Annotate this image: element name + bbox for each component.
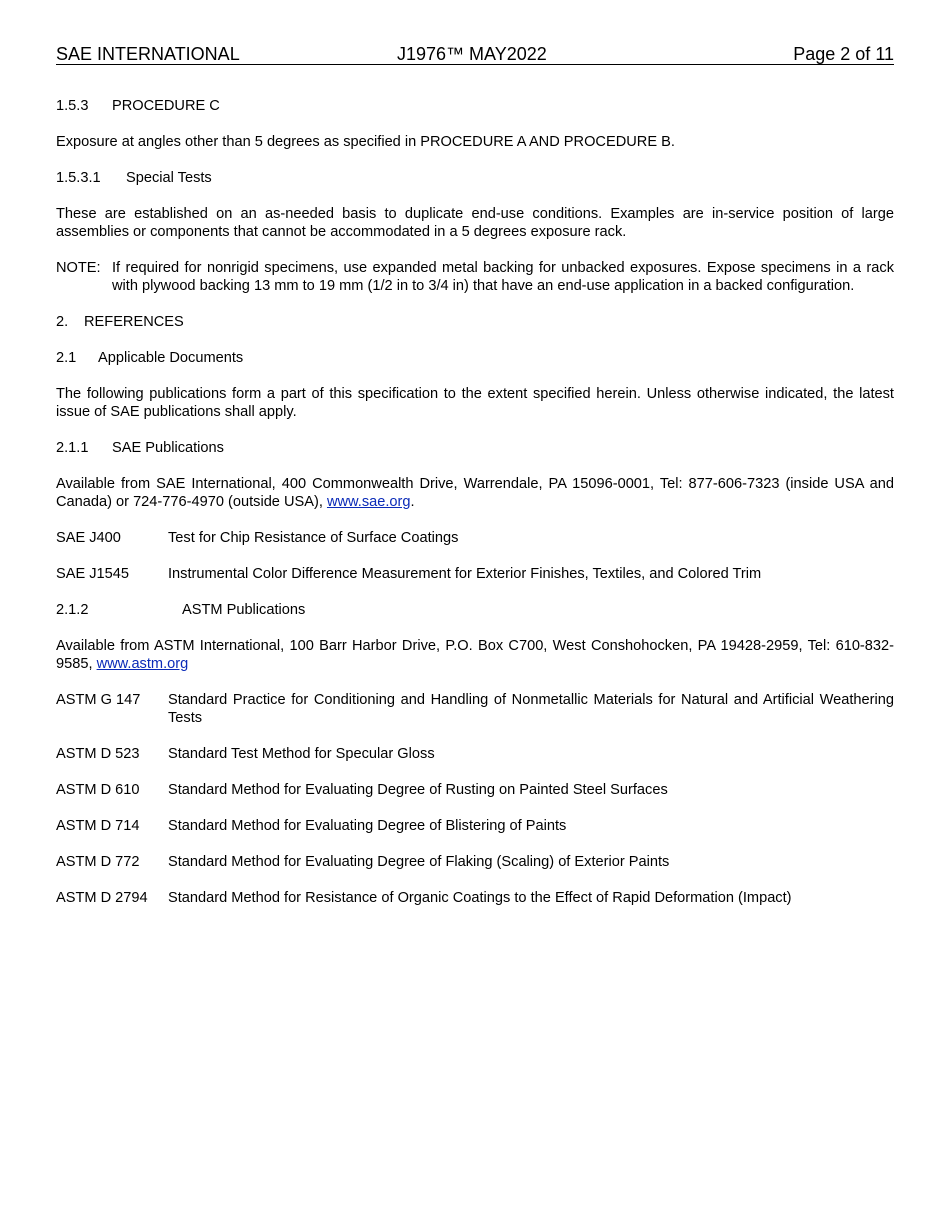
reference-code: ASTM D 610 (56, 782, 140, 798)
section-heading-2-1 (56, 349, 894, 367)
section-number: 2.1.1 (56, 440, 89, 456)
section-title: REFERENCES (84, 314, 184, 330)
section-heading-2-1-1 (56, 439, 894, 457)
section-heading-2-1-2 (56, 601, 894, 619)
section-title: Special Tests (126, 170, 212, 186)
reference-entry (56, 565, 894, 583)
reference-code: SAE J1545 (56, 566, 130, 582)
section-title: PROCEDURE C (112, 98, 220, 114)
reference-title: Standard Method for Resistance of Organic Coatings to the Effect of Rapid Deformation (Impact) (168, 890, 792, 906)
paragraph: The following publications form a part of this specification to the extent specified herein. Unless otherwise indicated, the latest issue of SAE publications shall apply. (56, 386, 894, 420)
header-organization: SAE INTERNATIONAL (56, 44, 240, 64)
header-page-number: Page 2 of 11 (793, 44, 894, 64)
reference-code: ASTM G 147 (56, 692, 141, 708)
reference-code: ASTM D 523 (56, 746, 140, 762)
paragraph: Exposure at angles other than 5 degrees as specified in PROCEDURE A AND PROCEDURE B. (56, 134, 675, 150)
reference-title: Standard Method for Evaluating Degree of Blistering of Paints (168, 818, 567, 834)
section-title: ASTM Publications (182, 602, 306, 618)
reference-entry (56, 889, 894, 907)
reference-title: Test for Chip Resistance of Surface Coatings (168, 530, 459, 546)
section-title: SAE Publications (112, 440, 224, 456)
reference-entry (56, 781, 894, 799)
section-number: 1.5.3 (56, 98, 89, 114)
paragraph: These are established on an as-needed basis to duplicate end-use conditions. Examples are in-service position of large assemblies or components that cannot be accommodated in a 5 degrees exposure rack. (56, 206, 894, 240)
section-number: 1.5.3.1 (56, 170, 101, 186)
paragraph-text: Available from ASTM International, 100 Barr Harbor Drive, P.O. Box C700, West Conshohocken, PA 19428-2959, Tel: 610-832-9585, (56, 638, 894, 672)
section-heading-1-5-3-1 (56, 169, 894, 187)
section-number: 2.1 (56, 350, 77, 366)
reference-title: Standard Method for Evaluating Degree of Flaking (Scaling) of Exterior Paints (168, 854, 670, 870)
paragraph-tail: . (410, 494, 415, 510)
sae-website-link[interactable]: www.sae.org (326, 494, 411, 510)
reference-title: Standard Method for Evaluating Degree of Rusting on Painted Steel Surfaces (168, 782, 668, 798)
astm-website-link[interactable]: www.astm.org (96, 656, 189, 672)
page-header (56, 44, 894, 65)
reference-entry (56, 745, 894, 763)
paragraph (56, 475, 894, 511)
section-number: 2. (56, 314, 69, 330)
reference-code: ASTM D 772 (56, 854, 140, 870)
header-document-id: J1976™ MAY2022 (397, 44, 547, 64)
page-body (56, 97, 894, 907)
section-title: Applicable Documents (98, 350, 244, 366)
reference-entry (56, 529, 894, 547)
reference-code: ASTM D 2794 (56, 890, 148, 906)
reference-title: Standard Practice for Conditioning and Handling of Nonmetallic Materials for Natural and Artificial Weathering Tests (168, 692, 894, 726)
reference-entry (56, 853, 894, 871)
note-label: NOTE: (56, 260, 101, 276)
section-number: 2.1.2 (56, 602, 89, 618)
reference-code: ASTM D 714 (56, 818, 140, 834)
paragraph (56, 637, 894, 673)
section-heading-2 (56, 313, 894, 331)
reference-entry (56, 817, 894, 835)
reference-title: Instrumental Color Difference Measurement for Exterior Finishes, Textiles, and Colored Trim (168, 566, 762, 582)
reference-code: SAE J400 (56, 530, 121, 546)
paragraph-text: Available from SAE International, 400 Commonwealth Drive, Warrendale, PA 15096-0001, Tel: 877-606-7323 (inside USA and Canada) or 724-776-4970 (outside USA), (56, 476, 894, 510)
note-block (56, 259, 894, 295)
reference-entry (56, 691, 894, 727)
section-heading-1-5-3 (56, 97, 894, 115)
reference-title: Standard Test Method for Specular Gloss (168, 746, 435, 762)
note-text: If required for nonrigid specimens, use expanded metal backing for unbacked exposures. Expose specimens in a rack with plywood backing 13 mm to 19 mm (1/2 in to 3/4 in) that have an end-use application in a backed configuration. (112, 260, 894, 294)
